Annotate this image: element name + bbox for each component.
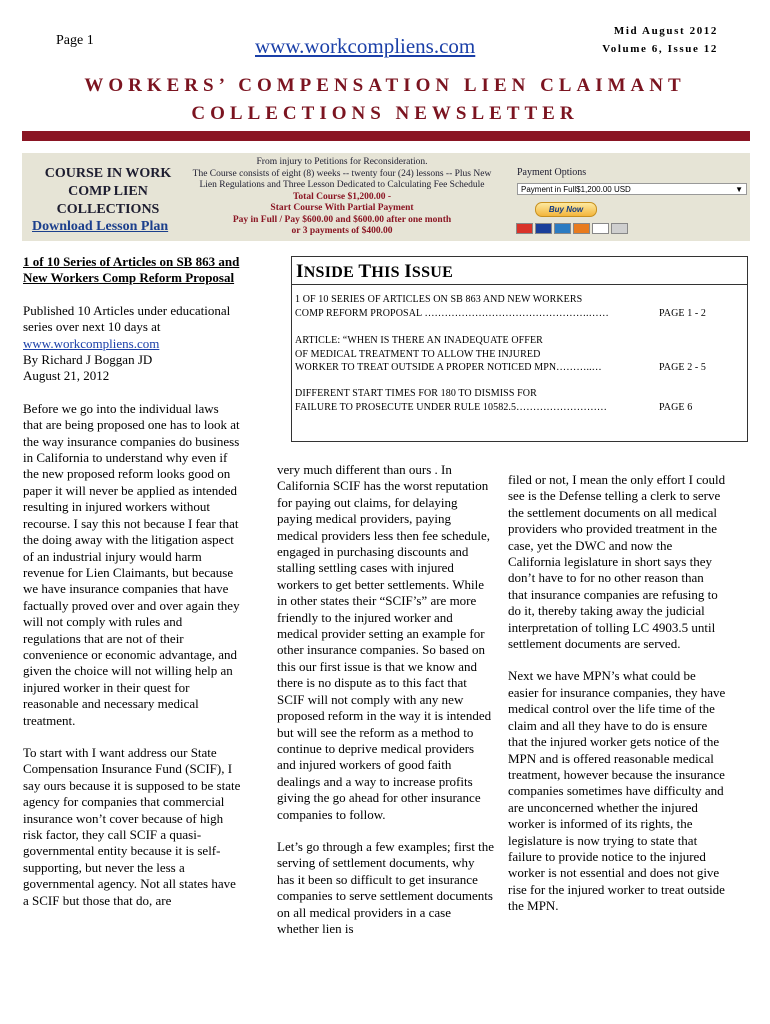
buy-now-button[interactable]: Buy Now	[535, 202, 597, 217]
course-payment-plan: Pay in Full / Pay $600.00 and $600.00 after one month	[232, 214, 452, 225]
issue-volume: Volume 6, Issue 12	[602, 43, 718, 55]
course-total: Total Course $1,200.00 -	[292, 191, 392, 202]
payment-select-value: Payment in Full$1,200.00 USD	[521, 185, 631, 194]
course-title-line: COLLECTIONS	[56, 202, 160, 217]
discover-icon	[573, 223, 590, 234]
toc-page: PAGE 1 - 2	[659, 307, 707, 319]
toc-line	[295, 307, 745, 321]
course-desc-line: Lien Regulations and Three Lesson Dedicated to Calculating Fee Schedule	[199, 180, 485, 190]
masthead-divider	[22, 131, 750, 141]
title-letter: T	[358, 261, 372, 282]
payment-options-label: Payment Options	[517, 167, 587, 178]
masthead	[0, 72, 770, 128]
left-column	[23, 254, 241, 925]
page-number: Page 1	[56, 33, 94, 48]
course-payment-plan-2: or 3 payments of $400.00	[291, 226, 393, 236]
paragraph: Let’s go through a few examples; first the serving of settlement documents, why has it been so difficult to get insurance companies to serve settlement documents on all medical providers in a case whether lien is	[277, 838, 494, 936]
course-title	[34, 165, 182, 219]
toc-page: PAGE 6	[659, 401, 693, 413]
chevron-down-icon: ▼	[735, 185, 743, 194]
title-letter: I	[404, 261, 412, 282]
visa-icon	[535, 223, 552, 234]
toc-text: 1 OF 10 SERIES OF ARTICLES ON SB 863 AND NEW WORKERS	[295, 294, 583, 305]
inside-title	[296, 261, 453, 283]
author: By Richard J Boggan JD	[23, 352, 153, 368]
title-part: HIS	[371, 264, 405, 281]
toc-text: WORKER TO TREAT OUTSIDE A PROPER NOTICED MPN………..…	[295, 362, 602, 373]
masthead-line-1: WORKERS’ COMPENSATION LIEN CLAIMANT	[84, 75, 686, 96]
toc-text: FAILURE TO PROSECUTE UNDER RULE 10582.5………………………	[295, 401, 608, 413]
echeck-icon	[592, 223, 609, 234]
inside-this-issue	[291, 256, 748, 442]
middle-column	[277, 462, 495, 953]
toc-line	[295, 361, 745, 375]
toc-item-1[interactable]	[295, 293, 745, 320]
title-letter: I	[296, 261, 304, 282]
course-title-line: COURSE IN WORK	[44, 166, 172, 181]
course-partial-payment: Start Course With Partial Payment	[270, 203, 414, 213]
website-link[interactable]: www.workcompliens.com	[255, 34, 476, 58]
series-title: 1 of 10 Series of Articles on SB 863 and New Workers Comp Reform Proposal	[23, 254, 240, 286]
byline	[23, 303, 241, 385]
toc-item-2[interactable]	[295, 334, 745, 375]
title-part: NSIDE	[303, 264, 359, 281]
card-logos	[516, 221, 630, 239]
paragraph: very much different than ours . In California SCIF has the worst reputation for paying out claims, for delaying paying medical providers, paying medical providers less then fee schedule, engaged in purchasing discounts and stalling settling cases with injured workers to get better settlements. While in other states their “SCIF’s” are more friendly to the injured worker and medical provider setting an example for other insurance companies. So based on this our first issue is that we know and there is no dispute as to this fact that SCIF will not comply with any new proposed reform in the way it is intended but will see the reform as a method to continue to deprive medical providers and injured workers of good faith dealings and a way to increase profits giving the go ahead for other insurance companies to follow.	[277, 462, 492, 822]
payment-select[interactable]	[517, 183, 747, 195]
paragraph: Next we have MPN’s what could be easier for insurance companies, they have medical control over the life time of the claim and all they have to do is ensure that the injured worker gets notice of the MPN and is offered reasonable medical treatment, however because the insurance companies sometimes have difficulty and are unconcerned whether the injured worker is informed of its rights, the legislature is now trying to state that failure to provide notice to the injured worker is not essential and does not give rise for the injured worker to treat outside the MPN.	[508, 668, 726, 914]
course-title-line: COMP LIEN	[68, 184, 148, 199]
course-desc-line: From injury to Petitions for Reconsideration.	[256, 157, 428, 167]
toc-text: ARTICLE: “WHEN IS THERE AN INADEQUATE OFFER	[295, 335, 543, 346]
toc-text: OF MEDICAL TREATMENT TO ALLOW THE INJURED	[295, 348, 541, 360]
paragraph: Before we go into the individual laws that are being proposed one has to look at the way insurance companies do business in California to understand why even if the new proposed reform looks good on paper it will never be applied as intended resulting in injured workers without recourse. I say this not because I fear that the doing away with the litigation aspect of an industrial injury would harm revenue for Lien Claimants, but because we have insurance companies that have factually proved over and over again they will not comply with rules and regulations that are not of their convenience or economic advantage, and given the choice will not willing help an injured worker in their quest for reasonable and necessary medical treatment.	[23, 400, 240, 728]
paragraph: To start with I want address our State Compensation Insurance Fund (SCIF), I say ours because it is supposed to be state agency for companies that commercial insurance won’t cover because of high risk factor, they call SCIF a quasi-governmental entity because it is self-supporting, but never the less a governmental agency. Not all states have a SCIF but those that do, are	[23, 744, 241, 908]
toc-text: COMP REFORM PROPOSAL ………………………………………….……	[295, 307, 609, 319]
byline-website-link[interactable]: www.workcompliens.com	[23, 335, 160, 351]
article-date: August 21, 2012	[23, 368, 110, 384]
download-lesson-plan-link[interactable]: Download Lesson Plan	[32, 219, 169, 234]
title-part: SSUE	[411, 264, 454, 281]
inside-divider	[292, 284, 747, 285]
course-desc-line: The Course consists of eight (8) weeks -- twenty four (24) lessons -- Plus New	[192, 168, 492, 179]
toc-text: DIFFERENT START TIMES FOR 180 TO DISMISS FOR	[295, 388, 537, 399]
masthead-line-2: COLLECTIONS NEWSLETTER	[191, 103, 579, 124]
right-column	[508, 472, 726, 931]
toc-page: PAGE 2 - 5	[659, 362, 707, 373]
published-text: Published 10 Articles under educational series over next 10 days at	[23, 302, 231, 335]
issue-date: Mid August 2012	[613, 25, 718, 37]
issue-info	[602, 22, 718, 58]
bank-icon	[611, 223, 628, 234]
course-description	[182, 157, 502, 238]
toc-line	[295, 401, 745, 415]
amex-icon	[554, 223, 571, 234]
paragraph: filed or not, I mean the only effort I could see is the Defense telling a clerk to serve the settlement documents on all medical providers who provided treatment in the case, yet the DWC and now the California legislature in short says they don’t have to for no other reason than that insurance companies are refusing to do it, thereby taking away the judicial interpretation of tolling LC 4903.5 until settlement documents are served.	[508, 472, 726, 652]
mastercard-icon	[516, 223, 533, 234]
toc-item-3[interactable]	[295, 387, 745, 414]
course-banner	[22, 153, 750, 241]
